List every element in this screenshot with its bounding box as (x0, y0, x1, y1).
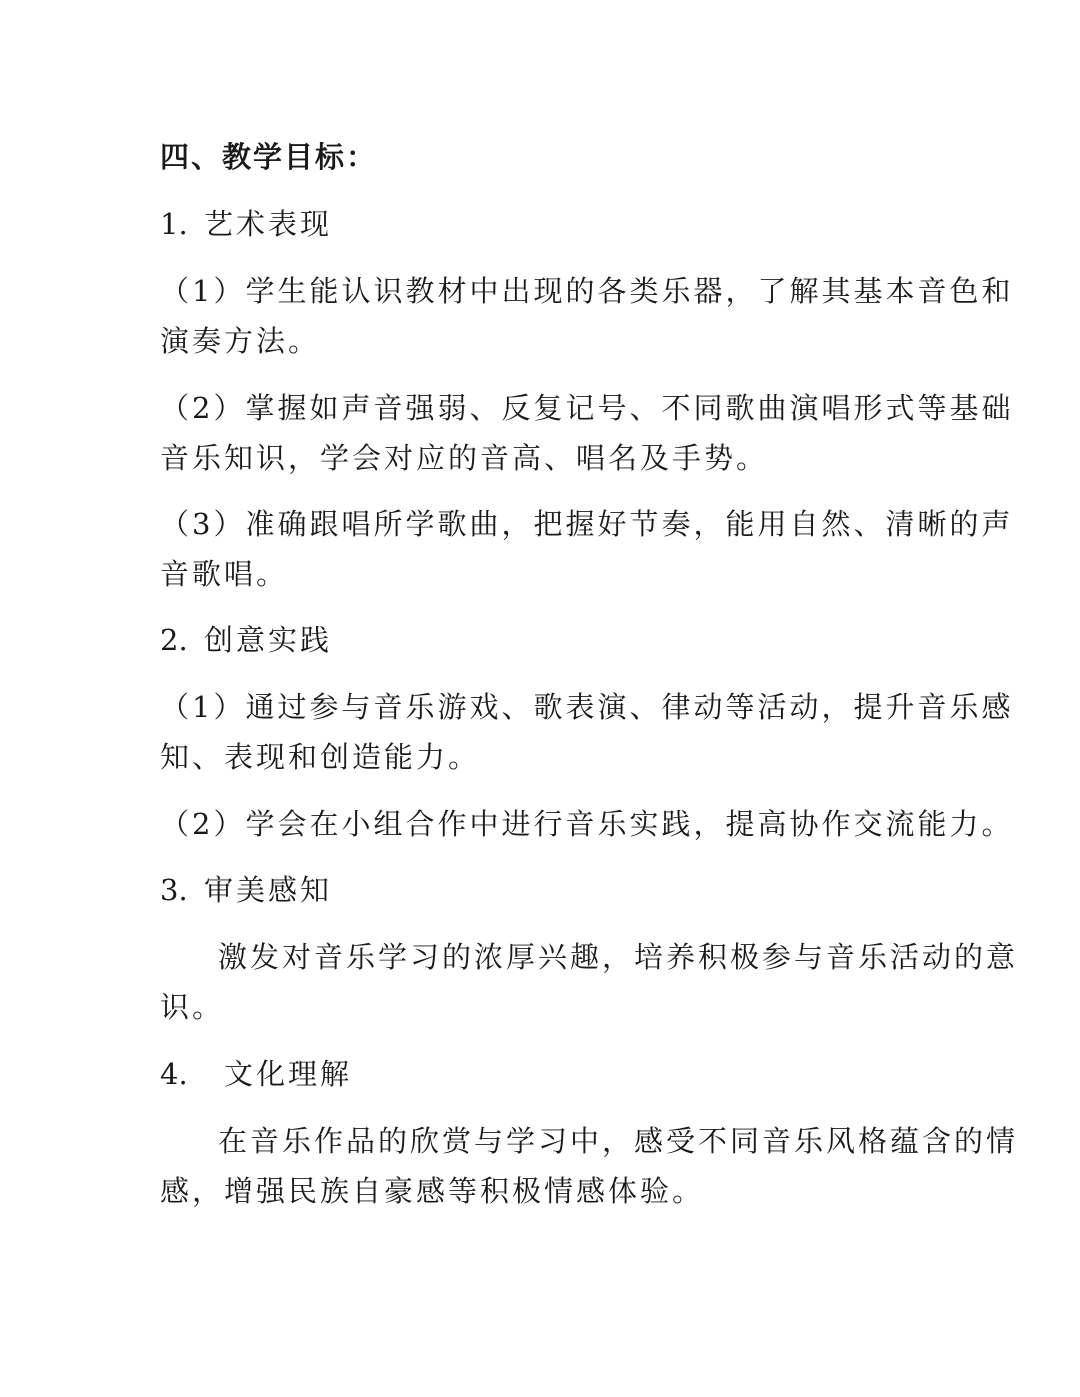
subsection-title: 艺术表现 (204, 207, 333, 241)
item-line: 音乐知识，学会对应的音高、唱名及手势。 (160, 441, 769, 475)
paragraph-line: 在音乐作品的欣赏与学习中，感受不同音乐风格蕴含的情 (218, 1124, 1019, 1158)
item-line: 音歌唱。 (160, 557, 289, 591)
subsection-title: 创意实践 (204, 623, 333, 657)
item-line: （2）学会在小组合作中进行音乐实践，提高协作交流能力。 (160, 807, 1014, 841)
item-line: （2）掌握如声音强弱、反复记号、不同歌曲演唱形式等基础 (160, 391, 1014, 425)
subsection-number: 4. (160, 1057, 188, 1091)
subsection-title-art-expression (160, 206, 332, 242)
item-line: 知、表现和创造能力。 (160, 740, 481, 774)
paragraph-line: 识。 (160, 990, 225, 1024)
subsection-number: 3. (160, 873, 188, 907)
subsection-number: 2. (160, 623, 188, 657)
paragraph-line: 激发对音乐学习的浓厚兴趣，培养积极参与音乐活动的意 (218, 940, 1019, 974)
subsection-title-cultural-understanding (160, 1056, 352, 1092)
item-line: （3）准确跟唱所学歌曲，把握好节奏，能用自然、清晰的声 (160, 507, 1014, 541)
paragraph-line: 感，增强民族自豪感等积极情感体验。 (160, 1174, 705, 1208)
subsection-title: 审美感知 (204, 873, 333, 907)
item-line: 演奏方法。 (160, 324, 321, 358)
subsection-title-aesthetic-perception (160, 872, 332, 908)
section-heading: 四、教学目标： (160, 140, 378, 174)
subsection-title-creative-practice (160, 622, 332, 658)
subsection-number: 1. (160, 207, 188, 241)
item-line: （1）学生能认识教材中出现的各类乐器，了解其基本音色和 (160, 274, 1014, 308)
subsection-title: 文化理解 (224, 1057, 353, 1091)
item-line: （1）通过参与音乐游戏、歌表演、律动等活动，提升音乐感 (160, 690, 1014, 724)
